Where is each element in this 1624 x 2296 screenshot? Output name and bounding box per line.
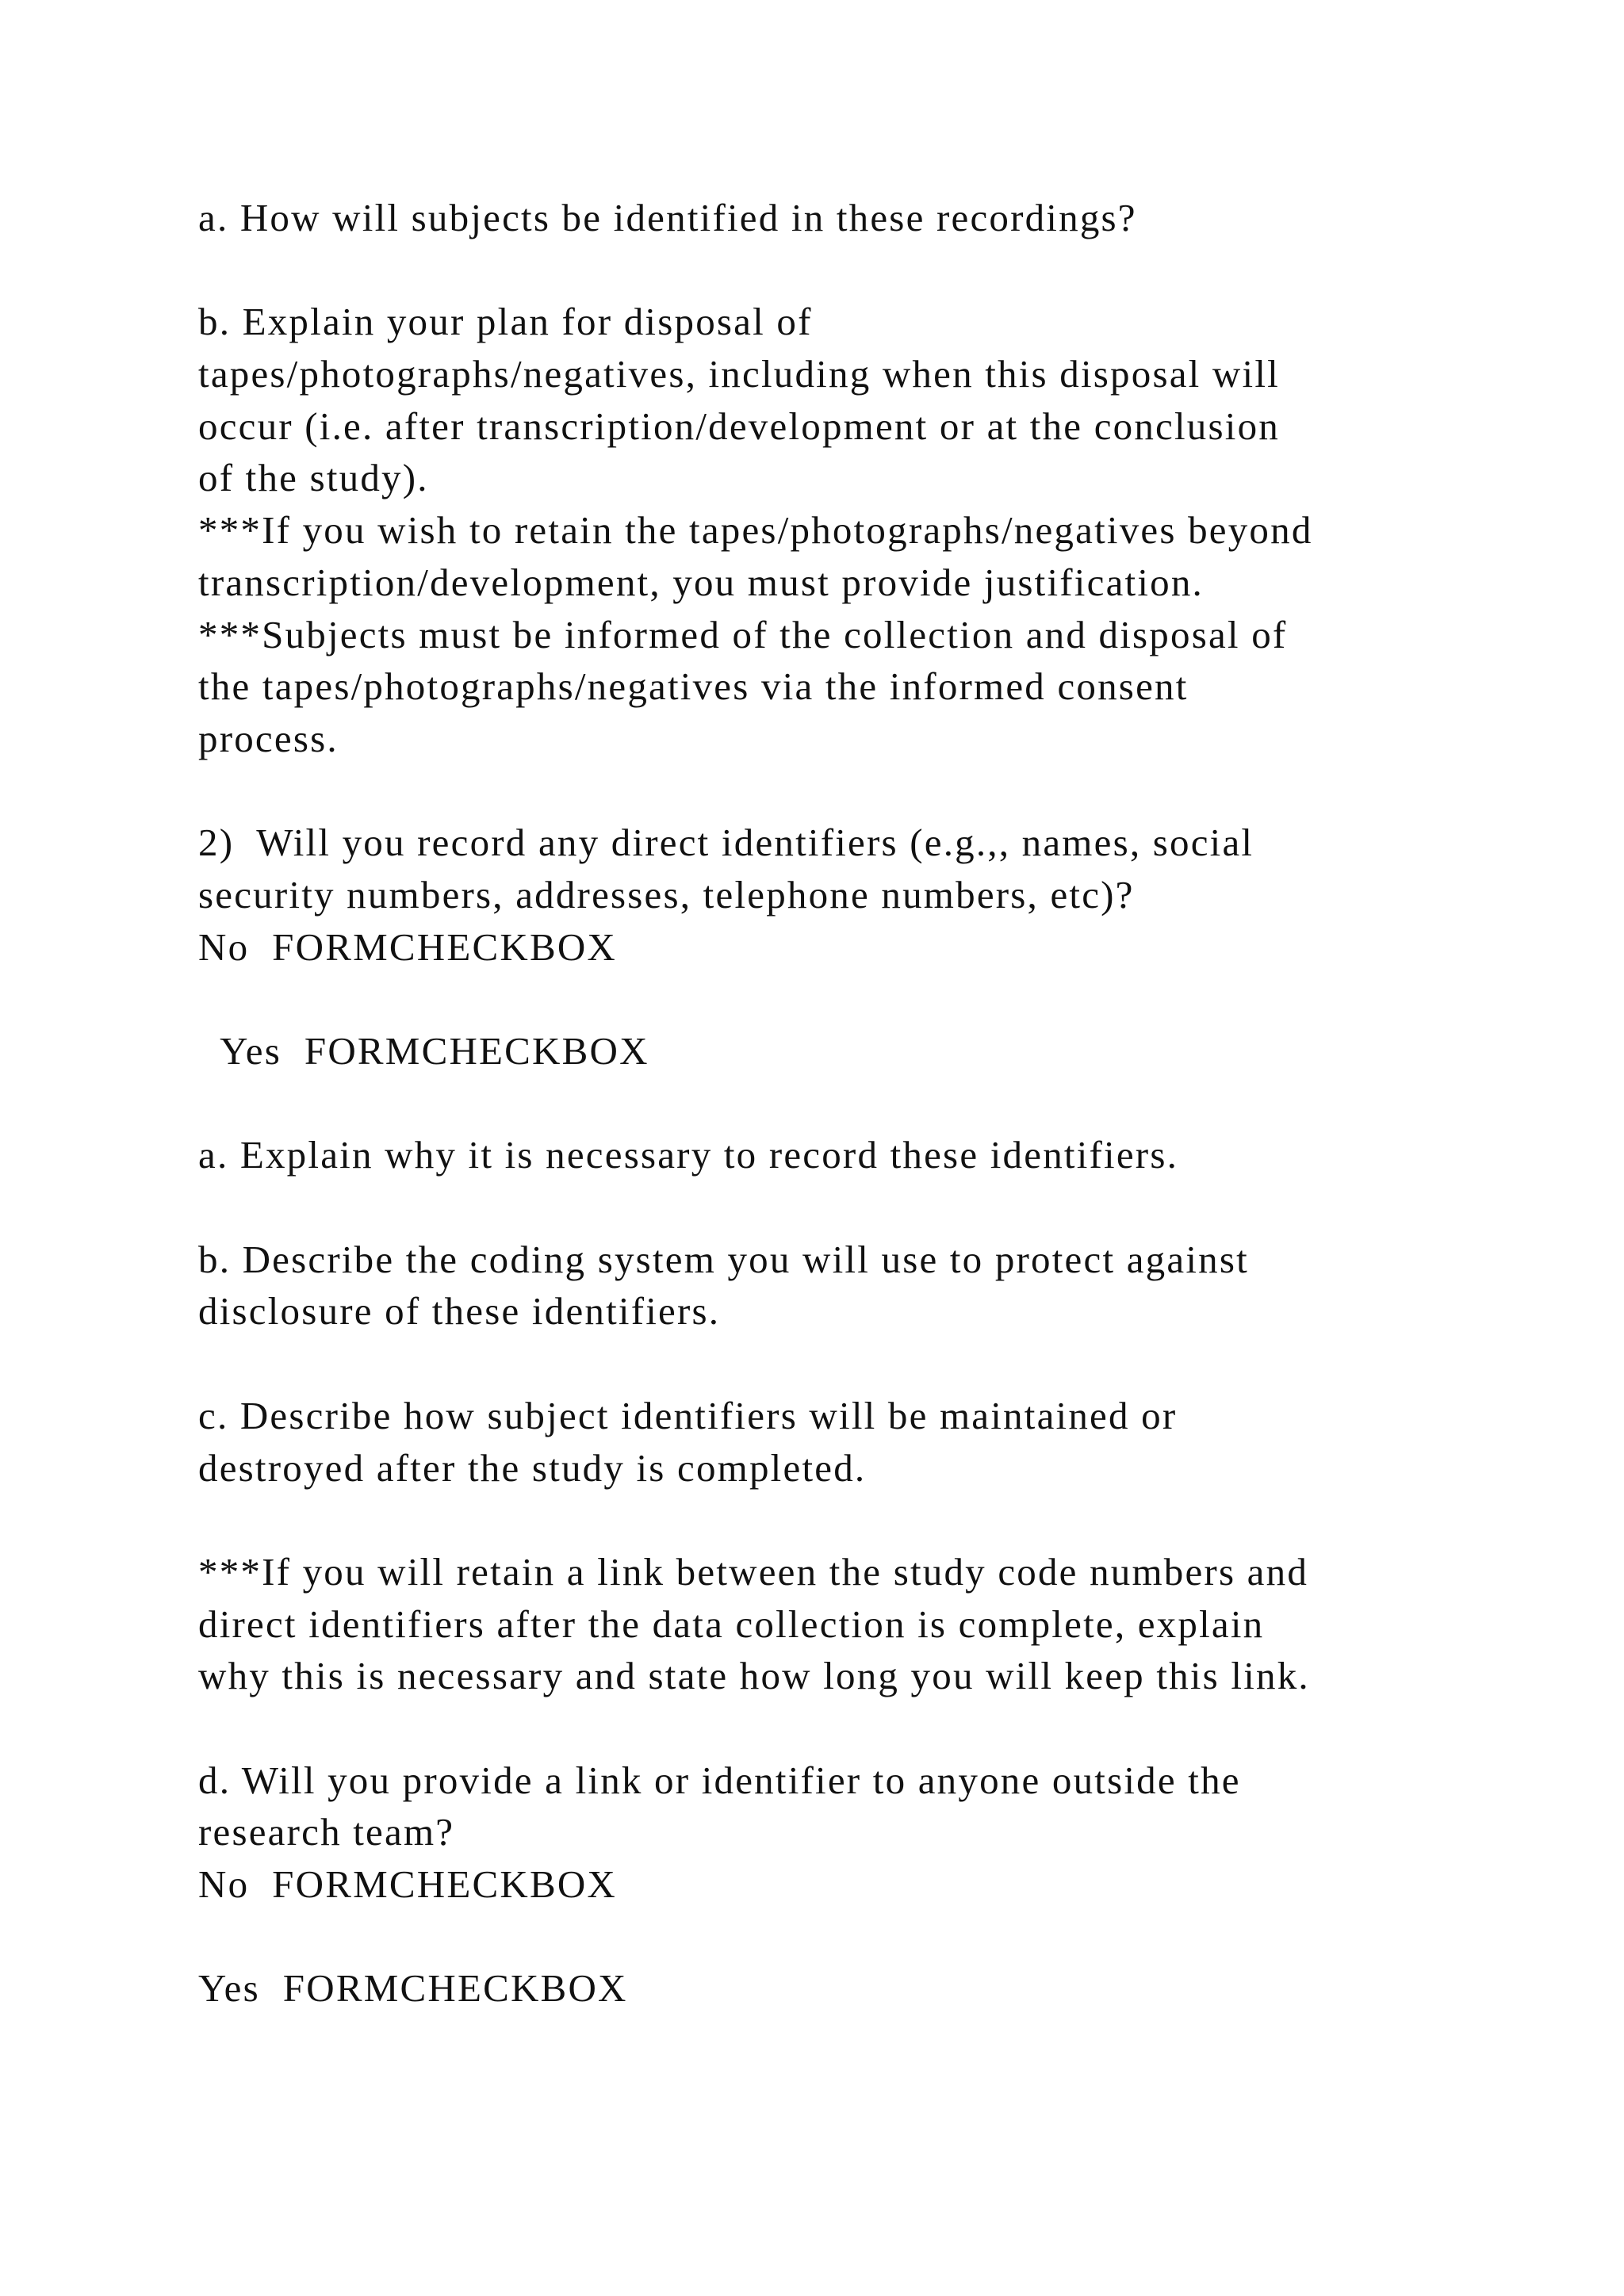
- question-2-no-checkbox-field: No FORMCHECKBOX: [198, 924, 617, 969]
- question-b-disposal-plan-cont: occur (i.e. after transcription/development or at the conclusion: [198, 404, 1280, 448]
- question-b-disposal-plan-cont: tapes/photographs/negatives, including when this disposal will: [198, 352, 1280, 396]
- question-b-disposal-plan-cont: of the study).: [198, 456, 429, 500]
- question-2-yes-checkbox-field: Yes FORMCHECKBOX: [198, 1029, 649, 1073]
- question-b-disposal-plan: b. Explain your plan for disposal of: [198, 300, 813, 344]
- question-b-coding-system: b. Describe the coding system you will use to protect against: [198, 1237, 1249, 1281]
- note-retain-justification-cont: transcription/development, you must provide justification.: [198, 560, 1204, 604]
- question-d-outside-link: d. Will you provide a link or identifier to anyone outside the: [198, 1758, 1241, 1802]
- blank-line: [198, 973, 1546, 1025]
- blank-line: [198, 1702, 1546, 1755]
- question-c-identifiers-maintenance: c. Describe how subject identifiers will be maintained or: [198, 1393, 1178, 1437]
- note-link-retention-cont: why this is necessary and state how long you will keep this link.: [198, 1654, 1310, 1698]
- note-link-retention-cont: direct identifiers after the data collection is complete, explain: [198, 1601, 1265, 1646]
- blank-line: [198, 1337, 1546, 1390]
- blank-line: [198, 1181, 1546, 1234]
- question-b-coding-system-cont: disclosure of these identifiers.: [198, 1289, 721, 1334]
- note-informed-consent-cont: the tapes/photographs/negatives via the informed consent: [198, 664, 1189, 709]
- question-d-outside-link-cont: research team?: [198, 1810, 455, 1854]
- question-d-no-checkbox-field: No FORMCHECKBOX: [198, 1862, 617, 1906]
- question-2-direct-identifiers-cont: security numbers, addresses, telephone numbers, etc)?: [198, 872, 1135, 916]
- question-d-yes-checkbox-field: Yes FORMCHECKBOX: [198, 1966, 628, 2011]
- blank-line: [198, 244, 1546, 297]
- blank-line: [198, 1077, 1546, 1130]
- note-link-retention: ***If you will retain a link between the study code numbers and: [198, 1549, 1309, 1594]
- blank-line: [198, 765, 1546, 817]
- blank-line: [198, 1911, 1546, 1963]
- question-a-necessity: a. Explain why it is necessary to record these identifiers.: [198, 1133, 1179, 1177]
- document-body: [198, 192, 1546, 2015]
- note-informed-consent-cont: process.: [198, 716, 339, 760]
- note-retain-justification: ***If you wish to retain the tapes/photographs/negatives beyond: [198, 508, 1313, 553]
- note-informed-consent: ***Subjects must be informed of the collection and disposal of: [198, 612, 1288, 656]
- question-a-recordings-identification: a. How will subjects be identified in these recordings?: [198, 196, 1137, 239]
- question-c-identifiers-maintenance-cont: destroyed after the study is completed.: [198, 1445, 867, 1490]
- question-2-direct-identifiers: 2) Will you record any direct identifiers (e.g.,, names, social: [198, 821, 1254, 865]
- blank-line: [198, 1494, 1546, 1546]
